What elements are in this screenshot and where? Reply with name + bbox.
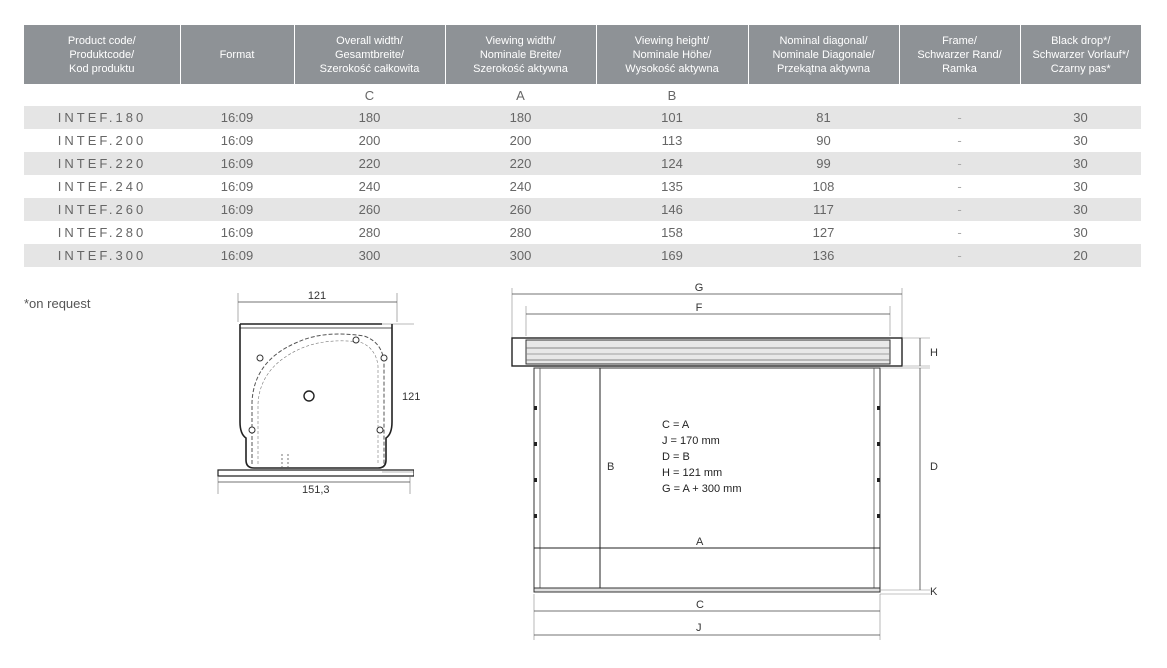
table-row [24, 152, 1141, 175]
table-cell: 99 [748, 152, 899, 175]
table-cell: - [899, 106, 1020, 129]
table-cell: - [957, 179, 962, 194]
column-header-line: Product code/ [67, 34, 136, 47]
note-1: C = A [662, 419, 690, 431]
table-cell: 101 [596, 106, 748, 129]
dimension-letter [899, 84, 1020, 106]
screen-surface [534, 368, 880, 592]
column-header-line: Gesamtbreite/ [334, 48, 405, 61]
dimension-letter [180, 84, 294, 106]
table-cell: - [899, 152, 1020, 175]
table-cell: 146 [596, 198, 748, 221]
label-f: F [695, 302, 703, 314]
table-cell: - [957, 133, 962, 148]
table-row [24, 221, 1141, 244]
column-header-line: Nominale Diagonale/ [772, 48, 875, 61]
dimension-letter [24, 84, 180, 106]
housing-profile [218, 324, 414, 476]
column-header-line: Kod produktu [69, 62, 135, 75]
table-cell: 220 [445, 152, 596, 175]
spec-table [24, 25, 1141, 267]
table-cell: 30 [1020, 152, 1141, 175]
table-cell: 280 [358, 225, 381, 240]
footnote: *on request [24, 296, 91, 311]
table-cell: 30 [1073, 225, 1088, 240]
side-view-drawing [214, 282, 414, 497]
table-cell: 30 [1020, 198, 1141, 221]
column-header-line: Frame/ [942, 34, 977, 47]
table-cell: 220 [294, 152, 445, 175]
table-cell: 300 [445, 244, 596, 267]
table-cell: 180 [445, 106, 596, 129]
table-cell: 16:09 [220, 179, 254, 194]
column-header [748, 25, 899, 84]
table-cell: - [957, 225, 962, 240]
table-cell: 136 [748, 244, 899, 267]
dimension-letter [748, 84, 899, 106]
dimension-letter: A [516, 87, 525, 103]
note-5: G = A + 300 mm [662, 483, 742, 495]
table-cell: 260 [445, 198, 596, 221]
dimension-letter: C [364, 87, 375, 103]
column-header-line: Czarny pas* [1050, 62, 1111, 75]
column-header-line: Viewing height/ [634, 34, 710, 47]
column-header-line: Format [219, 48, 255, 61]
column-header [899, 25, 1020, 84]
table-cell: 16:09 [180, 106, 294, 129]
table-cell: 158 [661, 225, 683, 240]
roller-axis-icon [304, 391, 314, 401]
table-cell: 280 [509, 225, 532, 240]
product-code-cell: INTEF.200 [57, 133, 147, 148]
column-header-line: Wysokość aktywna [625, 62, 719, 75]
table-cell: 240 [509, 179, 532, 194]
table-cell: 180 [294, 106, 445, 129]
table-cell: 16:09 [180, 152, 294, 175]
table-cell: 16:09 [180, 198, 294, 221]
column-header [294, 25, 445, 84]
column-header-line: Nominale Breite/ [479, 48, 562, 61]
table-row [24, 244, 1141, 267]
table-cell: 16:09 [220, 225, 254, 240]
column-header [180, 25, 294, 84]
table-header-row [24, 25, 1141, 84]
table-cell: 240 [358, 179, 381, 194]
table-cell: 169 [596, 244, 748, 267]
table-cell: 135 [661, 179, 683, 194]
label-b: B [607, 461, 615, 473]
housing-front [512, 338, 902, 366]
table-cell: - [899, 198, 1020, 221]
column-header-line: Viewing width/ [485, 34, 556, 47]
table-cell: 30 [1073, 179, 1088, 194]
label-h: H [930, 347, 938, 359]
side-top-dimension: 121 [307, 290, 327, 302]
label-a: A [696, 536, 704, 548]
column-header-line: Nominale Höhe/ [632, 48, 712, 61]
table-cell: 81 [748, 106, 899, 129]
table-cell: 16:09 [220, 133, 254, 148]
label-j: J [696, 622, 702, 634]
column-header-line: Produktcode/ [69, 48, 135, 61]
table-cell: 30 [1073, 133, 1088, 148]
table-cell: 117 [748, 198, 899, 221]
table-cell: 30 [1020, 106, 1141, 129]
table-cell: 127 [812, 225, 835, 240]
note-4: H = 121 mm [662, 467, 723, 479]
note-3: D = B [662, 451, 690, 463]
table-cell: 124 [596, 152, 748, 175]
table-row [24, 106, 1141, 129]
front-view-drawing [500, 278, 950, 663]
dimension-letter-row [24, 84, 1141, 106]
label-d: D [930, 461, 938, 473]
table-cell: 113 [661, 133, 683, 148]
column-header-line: Overall width/ [336, 34, 403, 47]
product-code-cell: INTEF.240 [57, 179, 147, 194]
note-2: J = 170 mm [662, 435, 720, 447]
table-row [24, 129, 1141, 152]
table-cell: - [899, 244, 1020, 267]
table-cell: 16:09 [180, 244, 294, 267]
column-header [596, 25, 748, 84]
product-code-cell: INTEF.260 [24, 198, 180, 221]
table-cell: 260 [294, 198, 445, 221]
table-cell: 300 [294, 244, 445, 267]
label-k: K [930, 586, 938, 598]
label-c: C [696, 599, 704, 611]
table-cell: 108 [812, 179, 835, 194]
product-code-cell: INTEF.280 [57, 225, 147, 240]
column-header-line: Black drop*/ [1051, 34, 1111, 47]
product-code-cell: INTEF.180 [24, 106, 180, 129]
product-code-cell: INTEF.300 [24, 244, 180, 267]
table-row [24, 198, 1141, 221]
dimension-letter: B [667, 87, 677, 103]
table-cell: 90 [816, 133, 831, 148]
column-header-line: Przekątna aktywna [777, 62, 870, 75]
table-row [24, 175, 1141, 198]
column-header [24, 25, 180, 84]
column-header-line: Ramka [942, 62, 977, 75]
column-header [445, 25, 596, 84]
column-header-line: Szerokość całkowita [319, 62, 420, 75]
column-header-line: Szerokość aktywna [473, 62, 568, 75]
column-header-line: Schwarzer Vorlauf*/ [1032, 48, 1130, 61]
table-cell: 20 [1020, 244, 1141, 267]
table-cell: 200 [358, 133, 381, 148]
column-header-line: Schwarzer Rand/ [917, 48, 1002, 61]
column-header-line: Nominal diagonal/ [779, 34, 868, 47]
side-bottom-dimension: 151,3 [302, 484, 330, 496]
dimension-letter [1020, 84, 1141, 106]
column-header [1020, 25, 1141, 84]
table-cell: 200 [509, 133, 532, 148]
product-code-cell: INTEF.220 [24, 152, 180, 175]
label-g: G [694, 282, 704, 294]
side-right-dimension: 121 [402, 391, 421, 403]
